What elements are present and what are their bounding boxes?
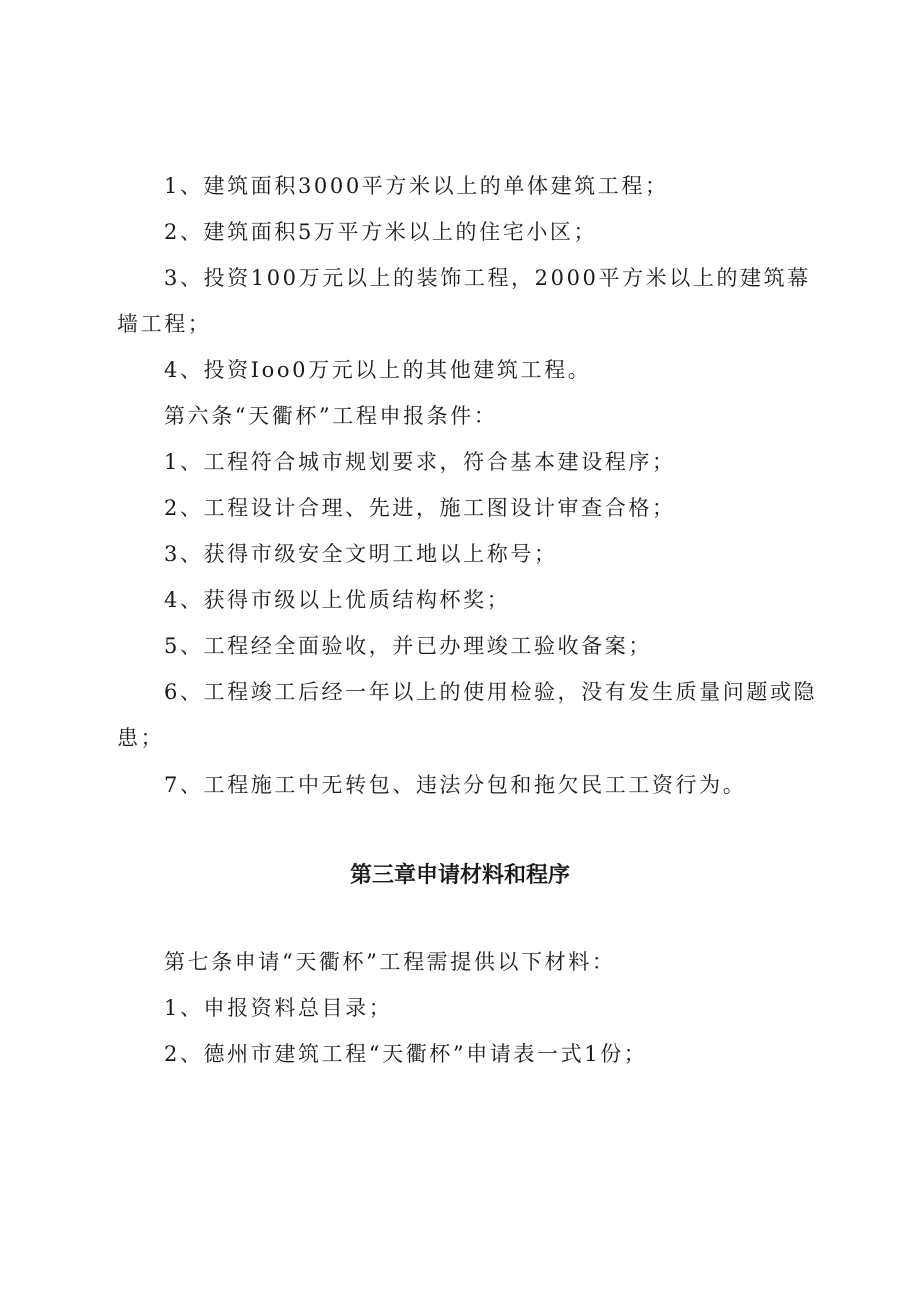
article-6-item-7: 7、工程施工中无转包、违法分包和拖欠民工工资行为。 [164,773,747,797]
article-6-item-4: 4、获得市级以上优质结构杯奖； [164,588,511,612]
item-4-other-works: 4、投资Ioo0万元以上的其他建筑工程。 [164,358,592,382]
article-6-item-5: 5、工程经全面验收，并已办理竣工验收备案； [164,634,652,658]
chapter-3-heading: 第三章申请材料和程序 [349,863,570,888]
article-6-item-6-continuation: 患； [117,726,165,750]
article-7-item-1: 1、申报资料总目录； [164,996,393,1020]
article-6-item-2: 2、工程设计合理、先进，施工图设计审查合格； [164,496,676,520]
article-6-item-6: 6、工程竣工后经一年以上的使用检验，没有发生质量问题或隐 [164,680,818,704]
article-7-title: 第七条申请“天衢杯”工程需提供以下材料： [164,950,616,974]
item-1-building-area: 1、建筑面积3000平方米以上的单体建筑工程； [164,174,669,198]
article-6-title: 第六条“天衢杯”工程申报条件： [164,404,498,428]
item-2-residential: 2、建筑面积5万平方米以上的住宅小区； [164,220,598,244]
article-6-item-3: 3、获得市级安全文明工地以上称号； [164,542,558,566]
item-3-continuation: 墙工程； [117,312,212,336]
item-3-decoration: 3、投资100万元以上的装饰工程，2000平方米以上的建筑幕 [164,266,811,290]
article-7-item-2: 2、德州市建筑工程“天衢杯”申请表一式1份； [164,1042,648,1066]
article-6-item-1: 1、工程符合城市规划要求，符合基本建设程序； [164,450,676,474]
